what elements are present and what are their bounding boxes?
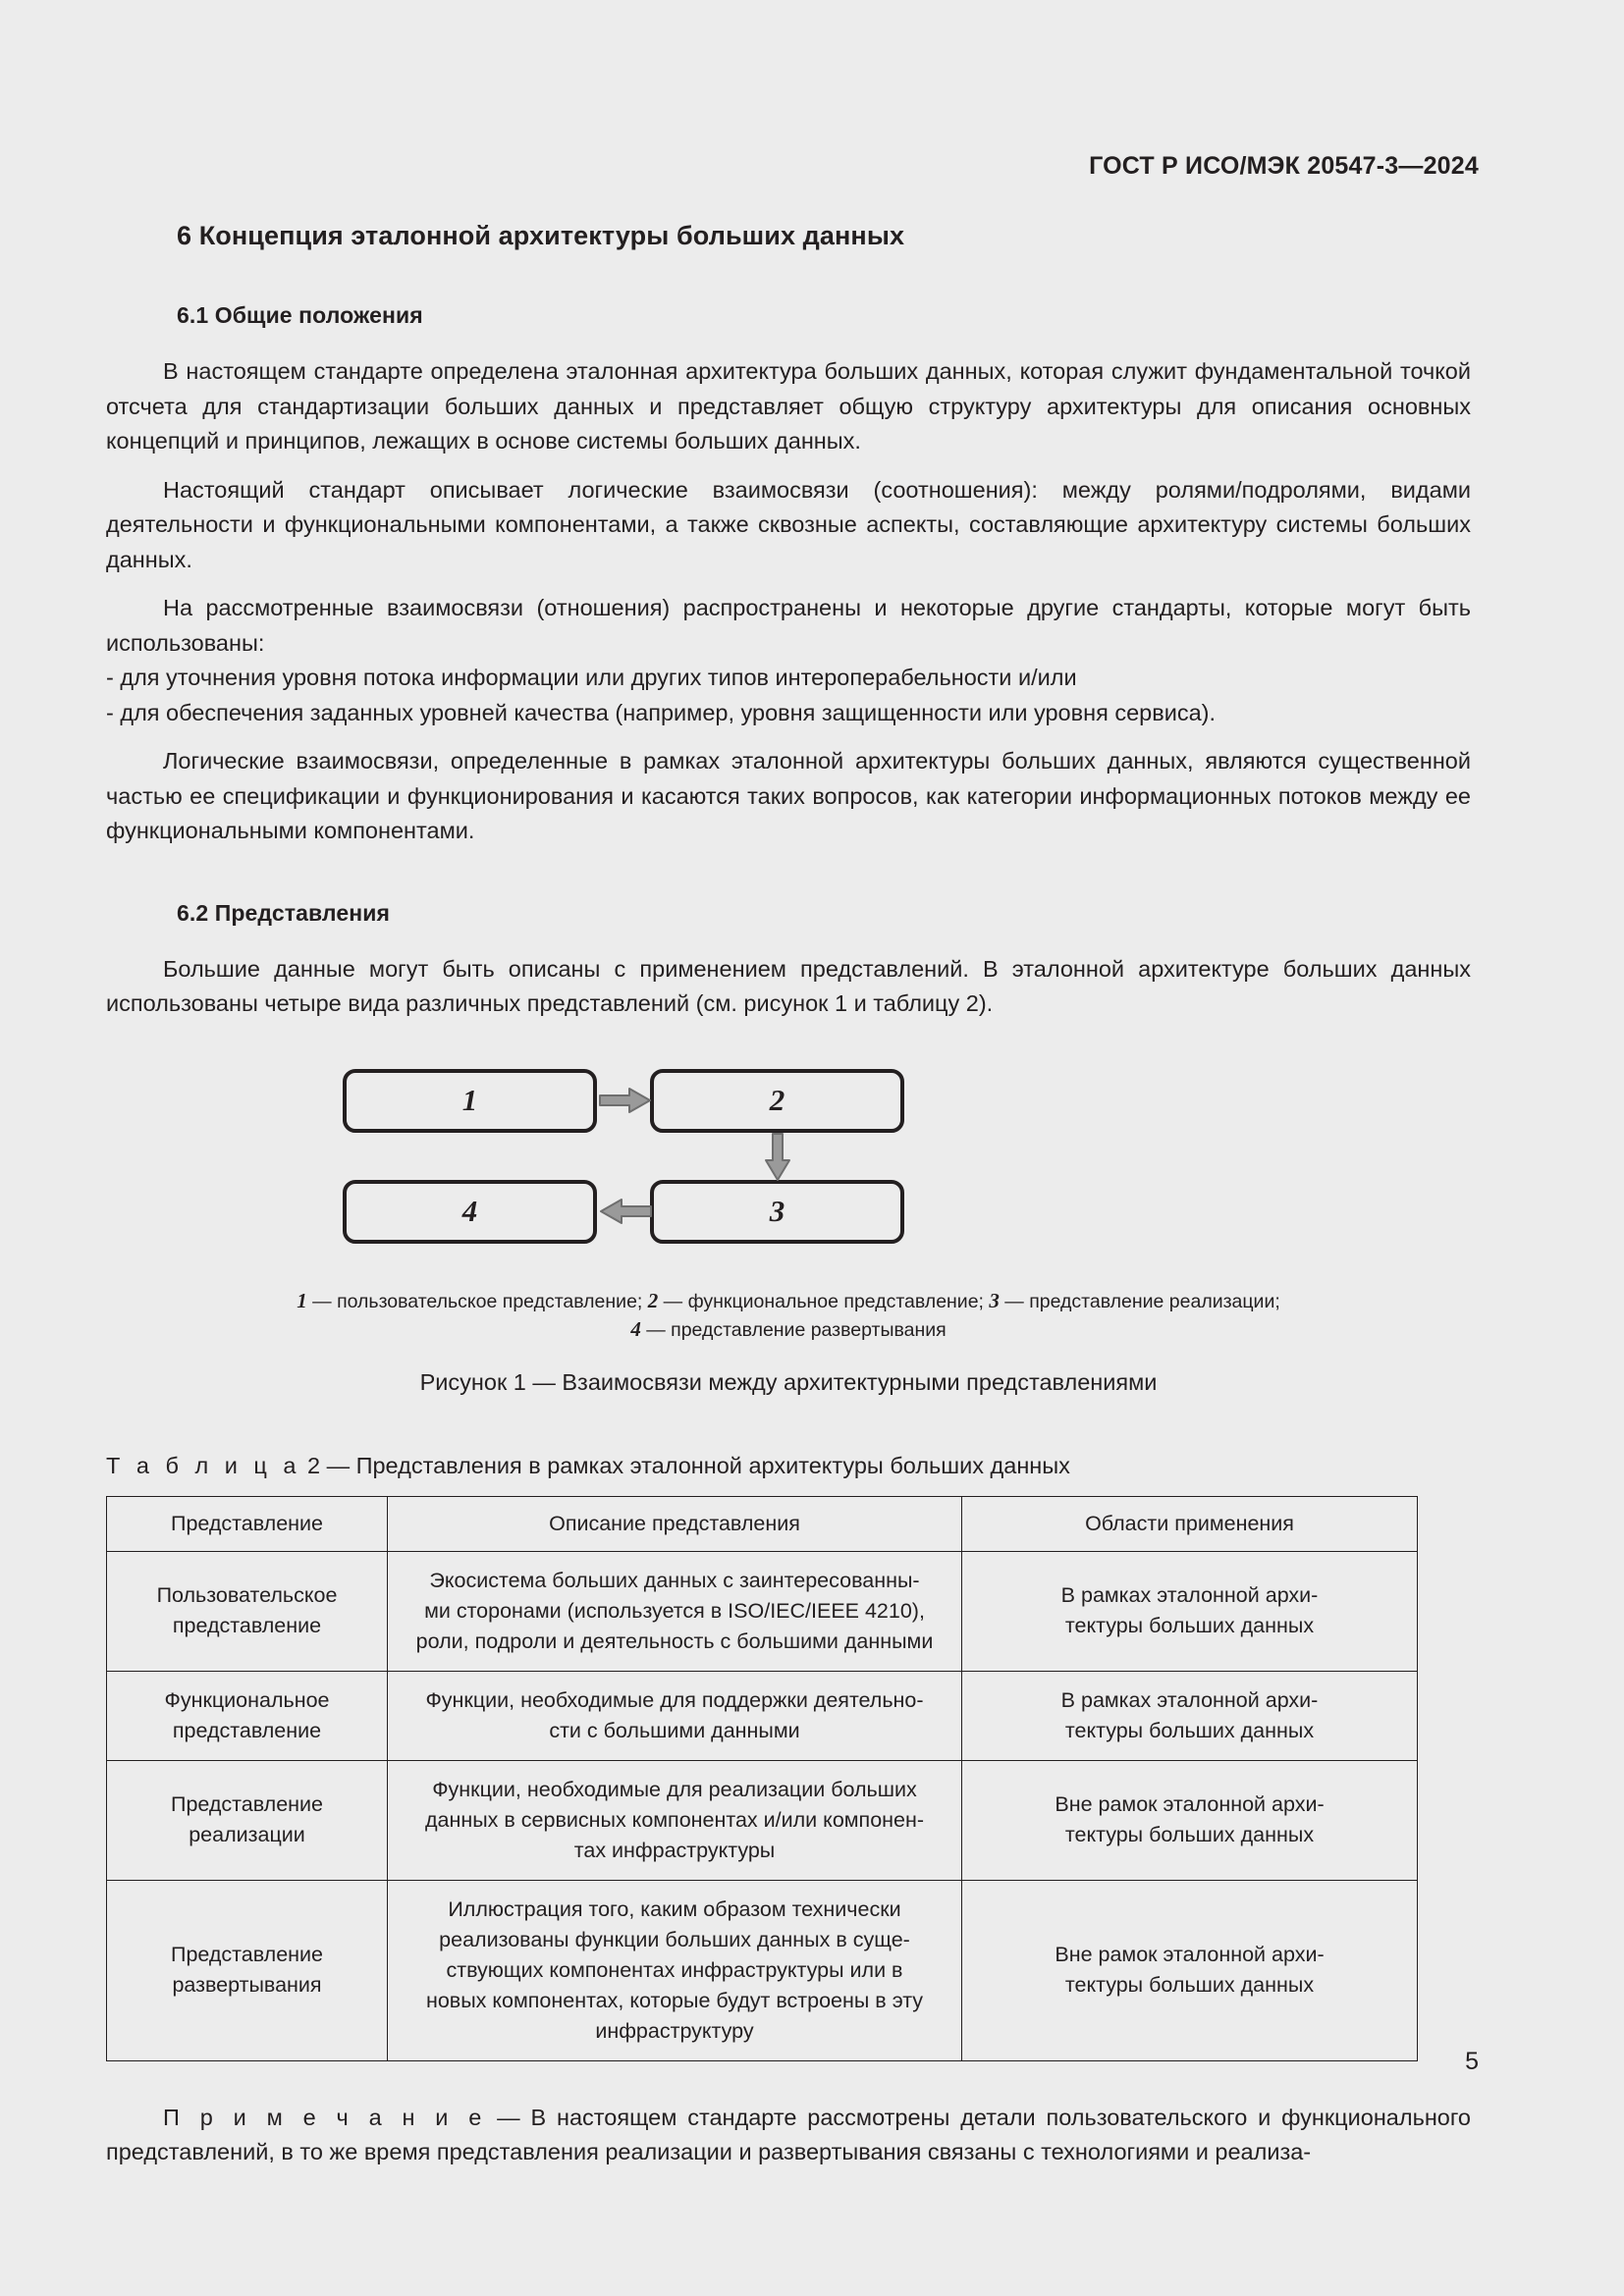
paragraph-6-1-2 <box>106 473 1471 578</box>
cell-line: тектуры больших данных <box>1064 1823 1315 1846</box>
paragraph-6-2-1 <box>106 952 1471 1022</box>
cell-line: тектуры больших данных <box>1064 1718 1315 1742</box>
cell-line: инфраструктуру <box>595 2018 754 2043</box>
table-row <box>107 1551 1418 1671</box>
cell-description <box>388 1760 962 1880</box>
cell-line: Иллюстрация того, каким образом технически <box>448 1896 901 1921</box>
page-content <box>106 221 1471 2170</box>
cell-line: ми сторонами (используется в ISO/IEC/IEEE 4210), <box>424 1598 925 1623</box>
cell-line: роли, подроли и деятельность с большими данными <box>415 1629 934 1653</box>
cell-line: Вне рамок эталонной архи- <box>1055 1792 1325 1816</box>
figure-box-4-label: 4 <box>461 1194 478 1228</box>
paragraph-text: Большие данные могут быть описаны с применением представлений. В эталонной архитектуре больших данных использованы четыре вида различных представлений (см. рисунок 1 и таблицу 2). <box>106 955 1471 1016</box>
arrow-box2-to-box3-down-icon <box>764 1133 791 1182</box>
table-row <box>107 1760 1418 1880</box>
legend-key-3: 3 <box>989 1288 1000 1312</box>
cell-description <box>388 1551 962 1671</box>
note-text: — В настоящем стандарте рассмотрены детали пользовательского и функционального представлений, в то же время представления реализации и развертывания связаны с технологиями и реализа- <box>106 2104 1471 2164</box>
cell-description <box>388 1880 962 2060</box>
cell-line: реализации <box>189 1823 305 1846</box>
legend-text-2: — функциональное представление; <box>658 1290 990 1312</box>
legend-key-2: 2 <box>647 1288 659 1312</box>
cell-line: развертывания <box>172 1973 322 1997</box>
cell-line: данных в сервисных компонентах и/или компонен- <box>424 1807 925 1832</box>
list-item-interoperability <box>106 661 1471 696</box>
arrow-box3-to-box4-left-icon <box>599 1198 652 1225</box>
cell-view <box>107 1551 388 1671</box>
cell-line: тах инфраструктуры <box>573 1838 776 1862</box>
table-row <box>107 1880 1418 2060</box>
cell-line: реализованы функции больших данных в суще- <box>439 1927 910 1951</box>
cell-line: сти с большими данными <box>549 1718 800 1742</box>
cell-scope <box>962 1671 1418 1760</box>
paragraph-6-1-3 <box>106 591 1471 661</box>
figure-box-1 <box>343 1069 597 1133</box>
list-item-quality-levels <box>106 696 1471 731</box>
cell-line: Функции, необходимые для поддержки деятельно- <box>425 1687 924 1712</box>
cell-line: представление <box>172 1718 322 1742</box>
cell-line: Пользовательское <box>156 1583 338 1607</box>
table-header-row <box>107 1496 1418 1551</box>
note-label: П р и м е ч а н и е <box>163 2104 487 2130</box>
cell-line: Функциональное <box>164 1687 330 1712</box>
cell-scope <box>962 1760 1418 1880</box>
page-number: 5 <box>1465 2048 1479 2075</box>
cell-view <box>107 1880 388 2060</box>
cell-description <box>388 1671 962 1760</box>
figure-box-3-label: 3 <box>769 1194 785 1228</box>
figure-1-legend <box>106 1287 1471 1344</box>
figure-1-legend-line-2 <box>106 1315 1471 1344</box>
cell-line: Функции, необходимые для реализации больших <box>432 1777 917 1801</box>
cell-line: Вне рамок эталонной архи- <box>1055 1943 1325 1966</box>
cell-line: Представление <box>170 1792 324 1816</box>
table-2-title <box>106 1453 1471 1479</box>
figure-box-2-label: 2 <box>769 1083 785 1117</box>
subclause-6-2-heading: 6.2 Представления <box>177 899 390 926</box>
figure-1-diagram <box>106 1065 1471 1244</box>
table-2-views <box>106 1496 1418 2061</box>
cell-line: представление <box>172 1614 322 1637</box>
paragraph-6-1-closing <box>106 744 1471 849</box>
paragraph-text: В настоящем стандарте определена эталонная архитектура больших данных, которая служит фундаментальной точкой отсчета для стандартизации больших данных и представляет общую структуру архитектуры для описания основных концепций и принципов, лежащих в основе системы больших данных. <box>106 358 1471 454</box>
running-header-standard-id: ГОСТ Р ИСО/МЭК 20547-3—2024 <box>1089 152 1479 180</box>
paragraph-6-1-1 <box>106 354 1471 459</box>
legend-key-4: 4 <box>630 1316 641 1341</box>
legend-text-3: — представление реализации; <box>999 1290 1280 1312</box>
cell-scope <box>962 1880 1418 2060</box>
paragraph-text: Настоящий стандарт описывает логические взаимосвязи (соотношения): между ролями/подролями, видами деятельности и функциональными компонентами, а также сквозные аспекты, составляющие архитектуру системы больших данных. <box>106 476 1471 572</box>
figure-box-1-label: 1 <box>461 1083 478 1117</box>
figure-box-3 <box>650 1180 904 1244</box>
list-item-text: - для уточнения уровня потока информации или других типов интероперабельности и/или <box>106 665 1077 690</box>
table-2-title-text: 2 — Представления в рамках эталонной архитектуры больших данных <box>300 1452 1070 1478</box>
cell-line: Представление <box>170 1943 324 1966</box>
subclause-6-1-heading: 6.1 Общие положения <box>177 302 423 328</box>
paragraph-text: Логические взаимосвязи, определенные в рамках эталонной архитектуры больших данных, являются существенной частью ее спецификации и функционирования и касаются таких вопросов, как категории информационных потоков между ее функциональными компонентами. <box>106 748 1471 843</box>
cell-line: новых компонентах, которые будут встроены в эту <box>425 1988 924 2012</box>
cell-line: ствующих компонентах инфраструктуры или в <box>446 1957 903 1982</box>
legend-text-4: — представление развертывания <box>640 1318 947 1341</box>
table-row <box>107 1671 1418 1760</box>
legend-key-1: 1 <box>297 1288 307 1312</box>
cell-line: В рамках эталонной архи- <box>1060 1687 1319 1712</box>
list-item-text: - для обеспечения заданных уровней качества (например, уровня защищенности или уровня сервиса). <box>106 699 1217 725</box>
arrow-box1-to-box2-right-icon <box>599 1087 652 1114</box>
cell-view <box>107 1760 388 1880</box>
column-header-description: Описание представления <box>388 1496 962 1551</box>
legend-text-1: — пользовательское представление; <box>306 1290 648 1312</box>
column-header-view: Представление <box>107 1496 388 1551</box>
cell-line: В рамках эталонной архи- <box>1060 1583 1319 1607</box>
figure-1-caption: Рисунок 1 — Взаимосвязи между архитектурными представлениями <box>419 1368 1158 1395</box>
column-header-scope: Области применения <box>962 1496 1418 1551</box>
cell-line: тектуры больших данных <box>1064 1973 1315 1997</box>
clause-6-heading: 6 Концепция эталонной архитектуры больших данных <box>177 221 905 250</box>
figure-1-legend-line-1 <box>106 1287 1471 1315</box>
cell-view <box>107 1671 388 1760</box>
cell-line: тектуры больших данных <box>1064 1614 1315 1637</box>
figure-box-4 <box>343 1180 597 1244</box>
cell-scope <box>962 1551 1418 1671</box>
table-2-title-label: Т а б л и ц а <box>106 1452 301 1478</box>
cell-line: Экосистема больших данных с заинтересованны- <box>429 1568 920 1592</box>
figure-box-2 <box>650 1069 904 1133</box>
paragraph-text: На рассмотренные взаимосвязи (отношения) распространены и некоторые другие стандарты, которые могут быть использованы: <box>106 595 1471 656</box>
table-2-note <box>106 2101 1471 2170</box>
